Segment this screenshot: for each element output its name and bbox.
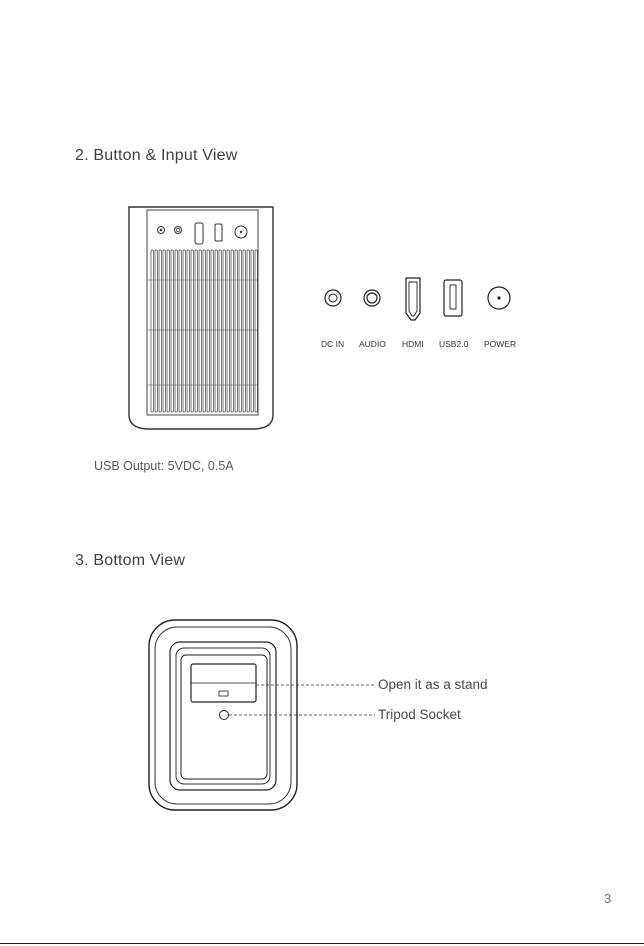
section-2-number: 2. [75, 147, 89, 164]
usb-output-note: USB Output: 5VDC, 0.5A [94, 459, 234, 473]
callout-tripod-socket: Tripod Socket [378, 707, 461, 722]
port-label-hdmi: HDMI [402, 339, 424, 349]
port-label-usb: USB2.0 [439, 339, 469, 349]
section-3-heading: 3. Bottom View [75, 552, 186, 569]
tripod-socket-icon [220, 711, 229, 720]
callout-stand: Open it as a stand [378, 677, 488, 692]
page-bottom-rule [0, 943, 644, 944]
page-number: 3 [604, 891, 612, 906]
port-label-audio: AUDIO [359, 339, 386, 349]
stand-flap [191, 664, 256, 702]
port-label-power: POWER [484, 339, 517, 349]
port-label-dc-in: DC IN [321, 339, 345, 349]
section-2-title: Button & Input View [93, 147, 238, 164]
